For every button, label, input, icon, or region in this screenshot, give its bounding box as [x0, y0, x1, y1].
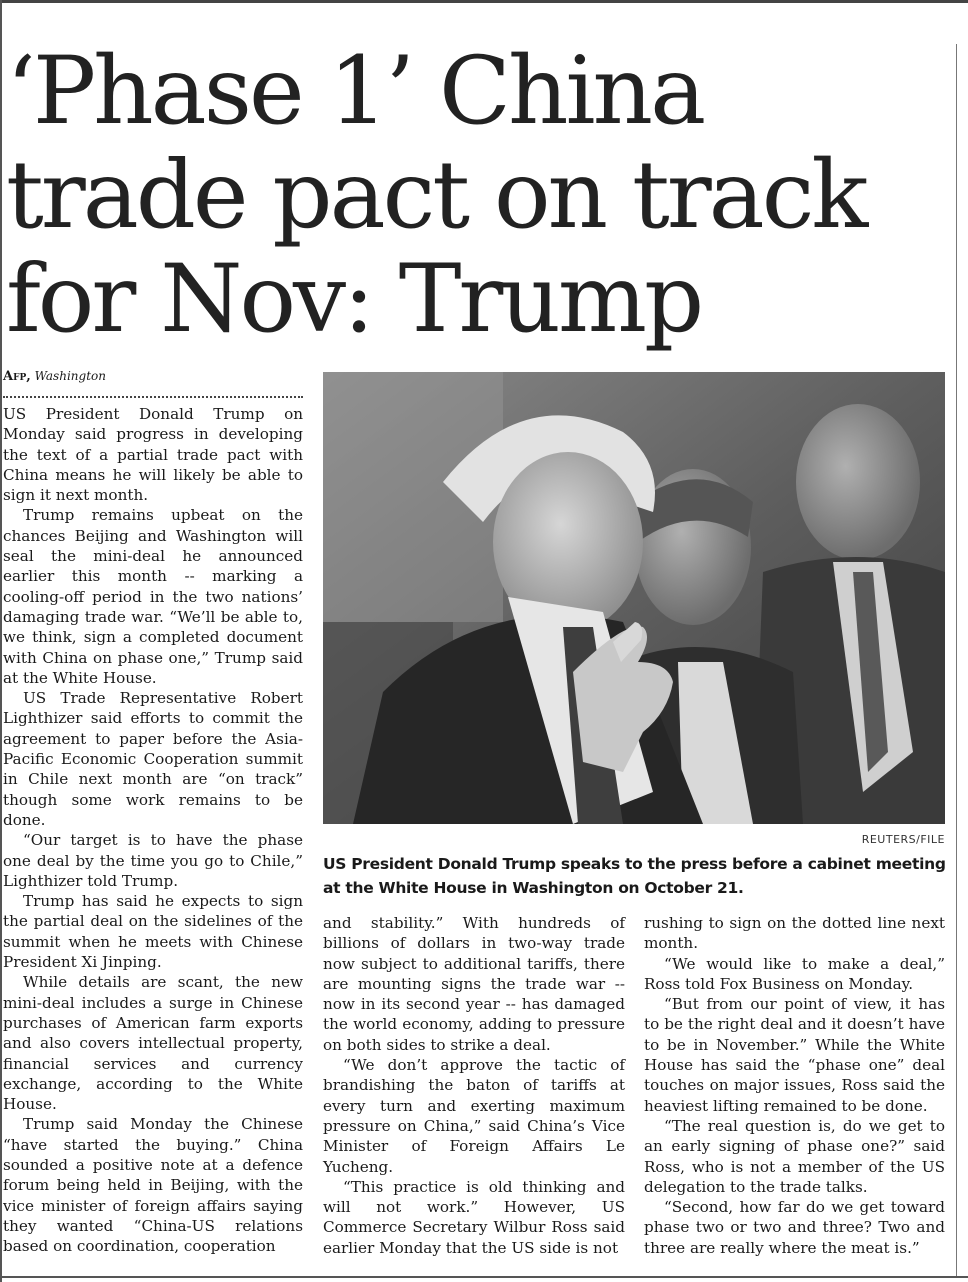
- headline-line-2: trade pact on track: [6, 141, 866, 250]
- page-bottom-rule: [0, 1276, 968, 1278]
- paragraph: and stability.” With hundreds of billions of dollars in two-way trade now subject to additional tariffs, there are mounting signs the trade war -- now in its second year -- has damaged the world economy, adding to pressure on both sides to strike a deal.: [323, 914, 625, 1054]
- paragraph: US Trade Representative Robert Lighthizer said efforts to commit the agreement to paper before the Asia-Pacific Economic Cooperation summit in Chile next month are “on track” though some work remains to be done.: [3, 689, 303, 829]
- byline-dotted-rule: [3, 396, 303, 398]
- paragraph: “Our target is to have the phase one deal by the time you go to Chile,” Lighthizer told Trump.: [3, 831, 303, 890]
- paragraph: Trump said Monday the Chinese “have started the buying.” China sounded a positive note at a defence forum being held in Beijing, with the vice minister of foreign affairs saying they wanted “China-US relations based on coordination, cooperation: [3, 1115, 303, 1256]
- page-top-rule: [0, 0, 968, 3]
- paragraph: “Second, how far do we get toward phase two or two and three? Two and three are really where the meat is.”: [644, 1198, 945, 1257]
- paragraph: Trump remains upbeat on the chances Beijing and Washington will seal the mini-deal he announced earlier this month -- marking a cooling-off period in the two nations’ damaging trade war. “We’ll be able to, we think, sign a completed document with China on phase one,” Trump said at the White House.: [3, 506, 303, 687]
- article-column-1: [3, 404, 303, 1256]
- page-left-rule: [0, 0, 2, 1282]
- news-photo: [323, 372, 945, 824]
- photo-credit: REUTERS/FILE: [861, 833, 945, 846]
- paragraph: While details are scant, the new mini-deal includes a surge in Chinese purchases of American farm exports and also covers intellectual property, financial services and currency exchange, according to the White House.: [3, 973, 303, 1114]
- byline-location: Washington: [34, 369, 106, 383]
- column-divider: [956, 44, 957, 1276]
- byline: [3, 368, 303, 385]
- paragraph: “But from our point of view, it has to be the right deal and it doesn’t have to be in November.” While the White House has said the “phase one” deal touches on major issues, Ross said the heaviest lifting remained to be done.: [644, 995, 945, 1115]
- article-column-3: [644, 913, 945, 1258]
- headline: [6, 37, 936, 354]
- paragraph: “This practice is old thinking and will not work.” However, US Commerce Secretary Wilbur Ross said earlier Monday that the US side is not: [323, 1177, 625, 1257]
- paragraph: “We don’t approve the tactic of brandishing the baton of tariffs at every turn and exerting maximum pressure on China,” said China’s Vice Minister of Foreign Affairs Le Yucheng.: [323, 1056, 625, 1176]
- byline-agency: Afp,: [3, 369, 31, 384]
- headline-line-1: ‘Phase 1’ China: [6, 37, 704, 146]
- photo-illustration: [323, 372, 945, 824]
- article-column-2: [323, 913, 625, 1258]
- paragraph: “The real question is, do we get to an early signing of phase one?” said Ross, who is not a member of the US delegation to the trade talks.: [644, 1116, 945, 1196]
- paragraph: Trump has said he expects to sign the partial deal on the sidelines of the summit when he meets with Chinese President Xi Jinping.: [3, 892, 303, 972]
- photo-caption: US President Donald Trump speaks to the press before a cabinet meeting at the White House in Washington on October 21.: [323, 855, 946, 897]
- headline-line-3: for Nov: Trump: [6, 245, 702, 354]
- paragraph: “We would like to make a deal,” Ross told Fox Business on Monday.: [644, 954, 945, 993]
- paragraph: rushing to sign on the dotted line next month.: [644, 914, 945, 953]
- paragraph: US President Donald Trump on Monday said progress in developing the text of a partial trade pact with China means he will likely be able to sign it next month.: [3, 405, 303, 505]
